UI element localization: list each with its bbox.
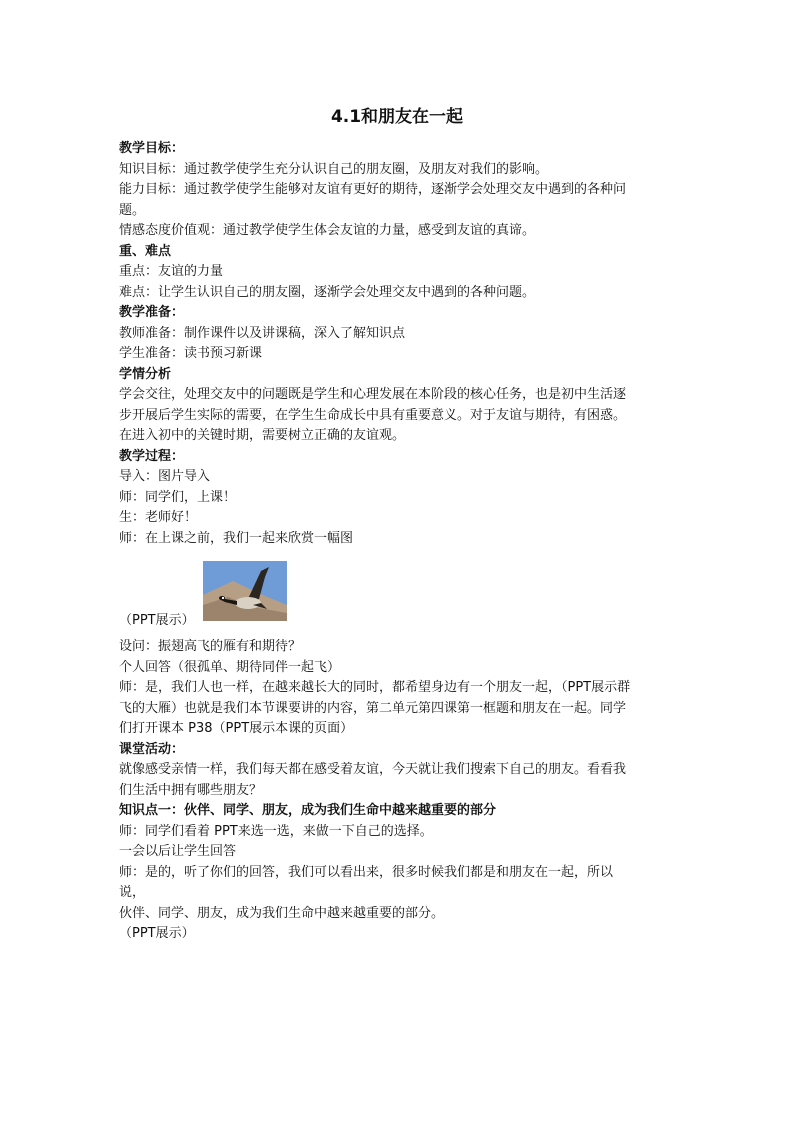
- section-heading: 课堂活动：: [119, 741, 185, 757]
- section-heading: 教学目标：: [119, 141, 185, 156]
- section-heading: 知识点一：伙伴、同学、朋友，成为我们生命中越来越重要的部分: [119, 803, 497, 818]
- text-line: 在进入初中的关键时期，需要树立正确的友谊观。: [119, 428, 406, 443]
- section-heading: 重、难点: [119, 243, 172, 259]
- text-line: 一会以后让学生回答: [119, 844, 237, 859]
- text-line: 能力目标：通过教学使学生能够对友谊有更好的期待，逐渐学会处理交友中遇到的各种问: [119, 182, 627, 197]
- text-line: 生：老师好！: [119, 510, 198, 525]
- text-line: 教师准备：制作课件以及讲课稿，深入了解知识点: [119, 325, 406, 341]
- text-line: 难点：让学生认识自己的朋友圈，逐渐学会处理交友中遇到的各种问题。: [119, 284, 536, 300]
- text-line: 师：同学们看着 PPT来选一选，来做一下自己的选择。: [119, 823, 433, 839]
- text-line: 导入：图片导入: [119, 469, 211, 484]
- text-line: 们打开课本 P38（PPT展示本课的页面）: [119, 721, 354, 736]
- page-title: 4.1和朋友在一起: [330, 107, 464, 127]
- text-line: 学会交往，处理交友中的问题既是学生和心理发展在本阶段的核心任务，也是初中生活逐: [119, 387, 627, 402]
- text-line: 们生活中拥有哪些朋友？: [119, 782, 263, 798]
- ppt-note: （PPT展示）: [119, 613, 195, 628]
- text-line: 师：是的，听了你们的回答，我们可以看出来，很多时候我们都是和朋友在一起，所以: [119, 864, 614, 880]
- text-line: 师：同学们，上课！: [119, 489, 237, 505]
- text-line: 重点：友谊的力量: [119, 264, 224, 279]
- section-heading: 学情分析: [119, 366, 172, 382]
- text-line: 伙伴、同学、朋友，成为我们生命中越来越重要的部分。: [119, 905, 445, 921]
- text-line: 飞的大雁）也就是我们本节课要讲的内容，第二单元第四课第一框题和朋友在一起。同学: [119, 700, 627, 716]
- text-line: 说，: [119, 885, 146, 900]
- text-line: 师：是，我们人也一样，在越来越长大的同时，都希望身边有一个朋友一起，（PPT展示群: [119, 680, 631, 695]
- text-line: 师：在上课之前，我们一起来欣赏一幅图: [119, 530, 354, 546]
- text-line: 知识目标：通过教学使学生充分认识自己的朋友圈，及朋友对我们的影响。: [119, 161, 549, 177]
- text-line: 设问：振翅高飞的雁有和期待？: [119, 639, 302, 654]
- section-heading: 教学准备：: [119, 305, 185, 320]
- section-heading: 教学过程：: [119, 448, 185, 464]
- text-line: 步开展后学生实际的需要，在学生生命成长中具有重要意义。对于友谊与期待，有困惑。: [119, 407, 627, 423]
- text-line: 个人回答（很孤单、期待同伴一起飞）: [119, 659, 341, 675]
- text-line: （PPT展示）: [119, 926, 195, 941]
- text-line: 学生准备：读书预习新课: [119, 346, 263, 361]
- text-line: 题。: [119, 202, 146, 218]
- text-line: 就像感受亲情一样，我们每天都在感受着友谊，今天就让我们搜索下自己的朋友。看看我: [119, 762, 627, 777]
- text-line: 情感态度价值观：通过教学使学生体会友谊的力量，感受到友谊的真谛。: [119, 223, 536, 238]
